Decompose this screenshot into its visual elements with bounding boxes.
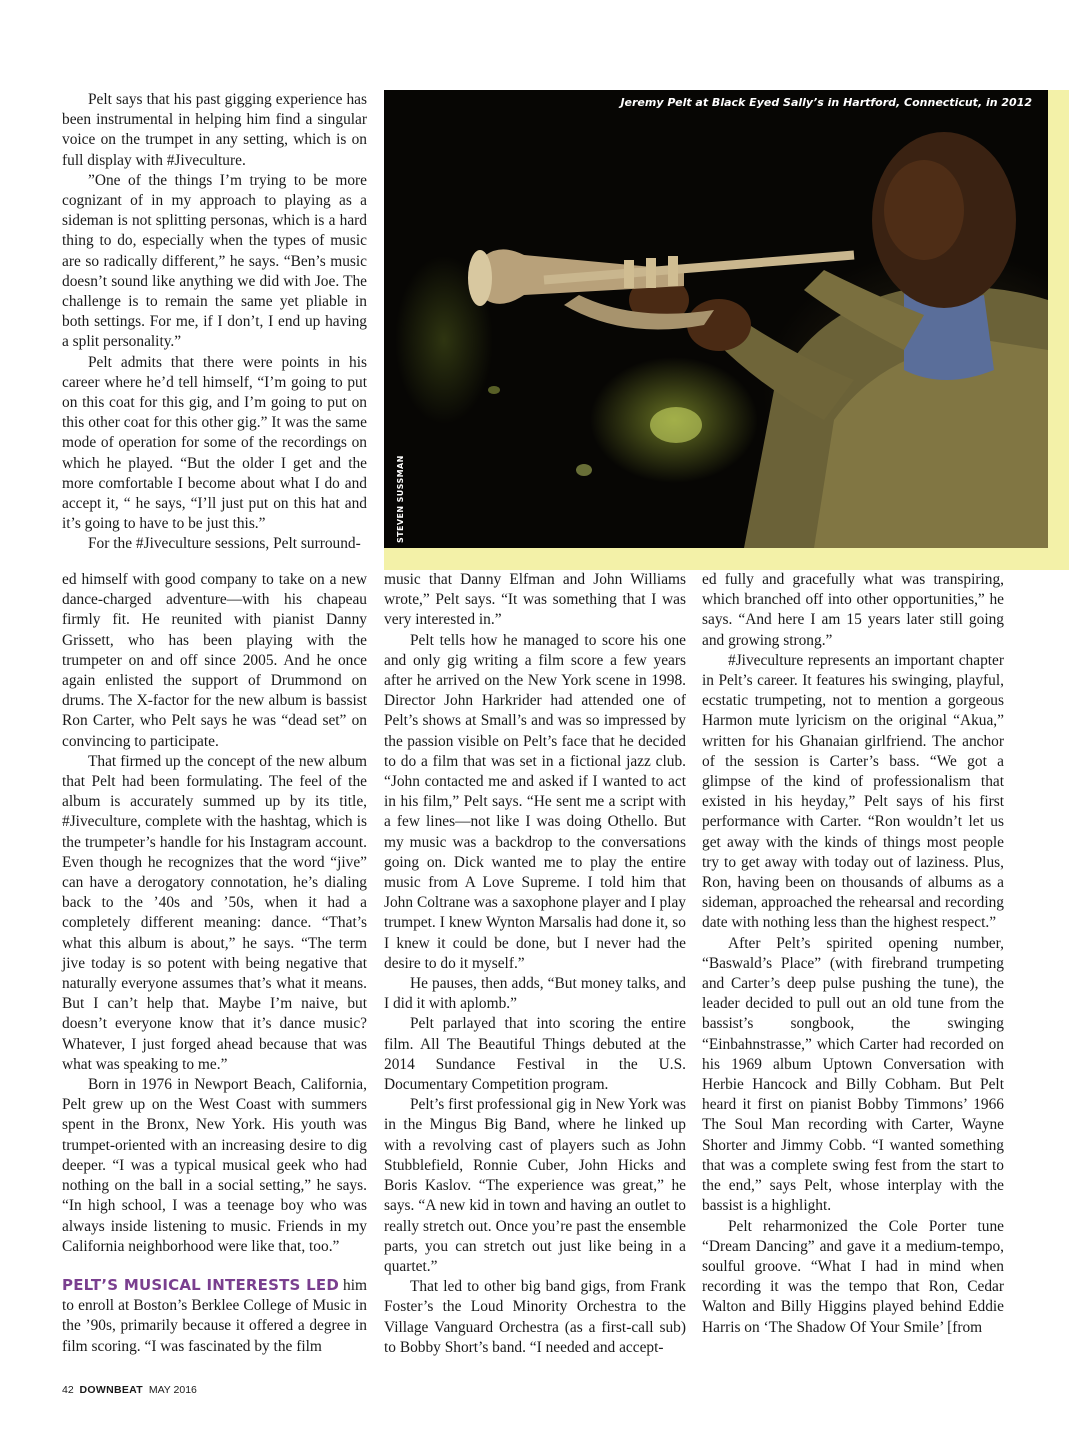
issue-date: MAY 2016	[148, 1384, 197, 1396]
paragraph: Pelt reharmonized the Cole Porter tune “Dream Dancing” and gave it a medium-tempo, soulful groove. “What I had in mind when recording it was the tempo that Ron, Cedar Walton and Billy Higgins played behind Eddie Harris on ‘The Shadow Of Your Smile’ [from	[702, 1217, 1004, 1336]
column-2	[384, 570, 686, 1358]
photo-illustration	[384, 90, 1048, 548]
paragraph: That led to other big band gigs, from Frank Foster’s the Loud Minority Orchestra to the Village Vanguard Orchestra (as a first-call sub) to Bobby Short’s band. “I needed and accept-	[384, 1278, 686, 1356]
paragraph: Pelt admits that there were points in his career where he’d tell himself, “I’m going to put on this coat for this gig, and I’m going to put on this other coat for this other gig.” It was the same mode of operation for some of the recordings on which he played. “But the older I get and the more comfortable I become about what I do and accept it, “ he says, “I’ll just put on this hat and it’s going to have to be just this.”	[62, 353, 367, 533]
trumpet-player-photo	[384, 90, 1048, 548]
paragraph: Pelt parlayed that into scoring the entire film. All The Beautiful Things debuted at the 2014 Sundance Festival in the U.S. Documentary Competition program.	[384, 1015, 686, 1094]
paragraph: ”One of the things I’m trying to be more cognizant of in my approach to playing as a sideman is not splitting personas, which is a hard thing to do, especially when the types of music are so radically different,” he says. “Ben’s music doesn’t sound like anything we did with Joe. The challenge is to remain the same yet pliable in both settings. For me, if I don’t, I end up having a split personality.”	[62, 171, 367, 351]
magazine-name: DOWNBEAT	[79, 1384, 143, 1396]
paragraph: He pauses, then adds, “But money talks, and I did it with aplomb.”	[384, 975, 686, 1013]
column-1-top	[62, 90, 367, 555]
page-number: 42	[62, 1384, 74, 1396]
paragraph: After Pelt’s spirited opening number, “Baswald’s Place” (with firebrand trumpeting and Carter’s deep pulse pushing the tune), the leader decided to pull out an old tune from the bassist’s songbook, the swinging “Einbahnstrasse,” which Carter had recorded on his 1969 album Uptown Conversation with Herbie Hancock and Billy Cobham. But Pelt heard it first on pianist Bobby Timmons’ 1966 The Soul Man recording with Carter, Wayne Shorter and Jimmy Cobb. “I wanted something that was a complete swing fest from the start to the end,” says Pelt, whose interplay with the bassist is a highlight.	[702, 934, 1004, 1215]
photo-caption: Jeremy Pelt at Black Eyed Sally’s in Hartford, Connecticut, in 2012	[620, 96, 1032, 109]
section-paragraph	[62, 1275, 367, 1357]
section-lead-in: PELT’S MUSICAL INTERESTS LED	[62, 1275, 340, 1294]
paragraph: ed fully and gracefully what was transpiring, which branched off into other opportunities,” he says. “And here I am 15 years later still going and growing strong.”	[702, 571, 1004, 649]
paragraph: Pelt’s first professional gig in New York was in the Mingus Big Band, where he linked up with a revolving cast of players such as John Stubblefield, Ronnie Cuber, John Hicks and Boris Kaslov. “The experience was great,” he says. “A new kid in town and having an outlet to really stretch out. Once you’re past the ensemble parts, you can stretch out just like being in a quartet.”	[384, 1096, 686, 1275]
paragraph: Pelt tells how he managed to score his one and only gig writing a film score a few years after he arrived on the New York scene in 1998. Director John Harkrider had attended one of Pelt’s shows at Small’s and was so impressed by the passion visible on Pelt’s face that he decided to do a film that was set in a fictional jazz club. “John contacted me and asked if I wanted to act in his film,” Pelt says. “He sent me a script with a few lines—not like I was doing Othello. But my music was a backdrop to the conversations going on. Dick wanted me to play the entire music from A Love Supreme. I told him that John Coltrane was a saxophone player and I play trumpet. I knew Wynton Marsalis had done it, so I knew it could be done, but I never had the desire to do it myself.”	[384, 631, 686, 972]
paragraph: #Jiveculture represents an important chapter in Pelt’s career. It features his swinging, playful, ecstatic trumpeting, not to mention a gorgeous Harmon mute lyricism on the original “Akua,” written for his Ghanaian girlfriend. The anchor of the session is Carter’s bass. “We got a glimpse of the kind of professionalism that existed in his heyday,” Pelt says of his first performance with Carter. “Ron wouldn’t let us get away with the kinds of things most people try to get away with today out of laziness. Plus, Ron, having been on thousands of albums as a sideman, approached the rehearsal and recording date with nothing less than the highest respect.”	[702, 651, 1004, 932]
column-3	[702, 570, 1004, 1338]
paragraph: For the #Jiveculture sessions, Pelt surround-	[88, 535, 361, 553]
column-1-bottom	[62, 570, 367, 1357]
paragraph: music that Danny Elfman and John Williams wrote,” Pelt says. “It was something that I was very interested in.”	[384, 571, 686, 629]
photo-frame	[384, 90, 1069, 570]
paragraph: That firmed up the concept of the new album that Pelt had been formulating. The feel of the album is accurately summed up by its title, #Jiveculture, complete with the hashtag, which is the trumpeter’s handle for his Instagram account. Even though he recognizes that the word “jive” can have a derogatory connotation, he’s dialing back to the ’40s and ’50s, when it had a completely different meaning: dance. “That’s what this album is about,” he says. “The term jive today is so potent with being negative that naturally everyone assumes that’s what it means. But I can’t help that. Maybe I’m naive, but doesn’t everyone know that it’s dance music? Whatever, I just forged ahead because that was what was speaking to me.”	[62, 752, 367, 1073]
paragraph: Pelt says that his past gigging experience has been instrumental in helping him find a singular voice on the trumpet in any setting, which is on full display with #Jiveculture.	[62, 91, 367, 169]
paragraph: Born in 1976 in Newport Beach, California, Pelt grew up on the West Coast with summers spent in the Bronx, New York. His youth was trumpet-oriented with an increasing desire to dig deeper. “I was a typical musical geek who had nothing on the ball in a social setting,” he says. “In high school, I was a teenage boy who was always inside listening to music. Friends in my California neighborhood were like that, too.”	[62, 1076, 367, 1255]
section-lead-in-text: him to enroll at Boston’s Berklee College of Music in the ’90s, primarily because it offered a degree in film scoring. “I was fascinated by the film	[62, 1276, 367, 1355]
photo-credit: STEVEN SUSSMAN	[396, 455, 405, 543]
page-footer	[62, 1384, 197, 1396]
paragraph: ed himself with good company to take on a new dance-charged adventure—with his chapeau firmly fit. He reunited with pianist Danny Grissett, who has been playing with the trumpeter on and off since 2005. And he once again enlisted the support of Drummond on drums. The X-factor for the new album is bassist Ron Carter, who Pelt says he was “dead set” on convincing to participate.	[62, 571, 367, 750]
